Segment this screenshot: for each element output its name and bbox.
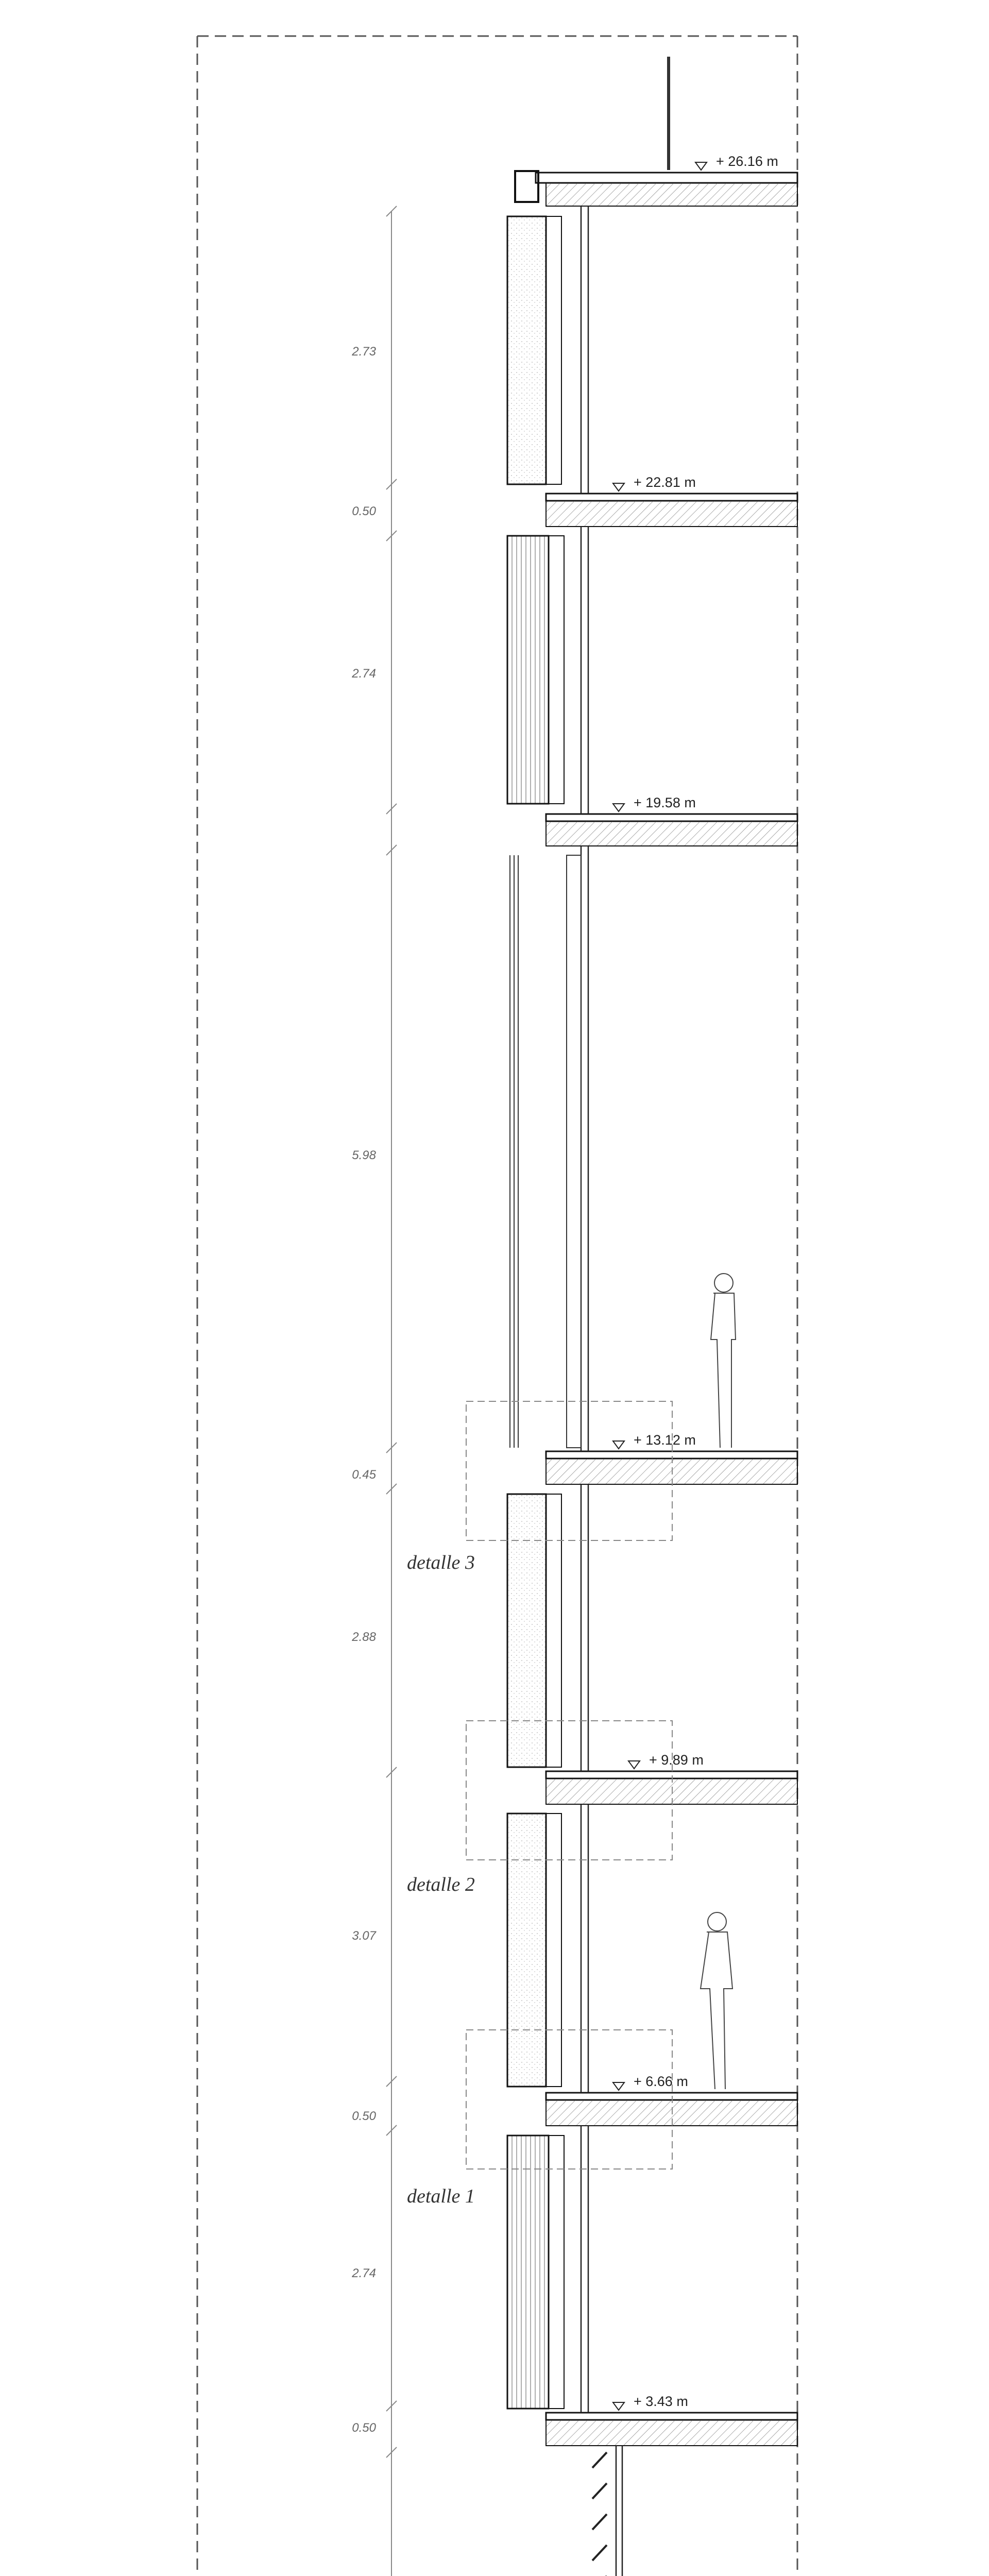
drawing-frame [197, 36, 797, 2576]
dimension-label: 2.88 [352, 1630, 376, 1644]
facade-panel-ribbed [507, 2136, 564, 2409]
dimension-label: 2.74 [352, 667, 376, 681]
level-label: + 22.81 m [634, 474, 696, 490]
human-figure [711, 1274, 736, 1448]
dimension-label: 0.50 [352, 504, 376, 518]
level-label: + 26.16 m [716, 154, 778, 169]
human-figure [701, 1912, 732, 2089]
floor-slab [515, 171, 797, 206]
level-label: + 6.66 m [634, 2074, 688, 2089]
level-label: + 3.43 m [634, 2394, 688, 2409]
detail-label: detalle 2 [407, 1874, 475, 1895]
level-label: + 9.89 m [649, 1752, 704, 1768]
floor-slab [546, 2413, 797, 2446]
facade-panel-ribbed [507, 536, 564, 804]
dimension-label: 0.45 [352, 1468, 376, 1482]
dimension-label: 0.50 [352, 2109, 376, 2123]
detail-label: detalle 3 [407, 1552, 475, 1573]
floor-slab [546, 814, 797, 846]
level-label: + 13.12 m [634, 1432, 696, 1448]
dimension-label: 2.74 [352, 2266, 376, 2280]
facade-glazing [510, 855, 581, 1448]
facade-panel-solid [507, 1494, 561, 1767]
level-label: + 19.58 m [634, 795, 696, 810]
dimension-label: 5.98 [352, 1148, 376, 1162]
interior-mullion [581, 206, 622, 2576]
dimension-label: 2.73 [352, 345, 376, 359]
dimension-label: 0.50 [352, 2421, 376, 2435]
dimension-label: 3.07 [352, 1929, 376, 1943]
floor-slab [546, 494, 797, 527]
louvres [592, 2452, 607, 2576]
detail-label: detalle 1 [407, 2185, 475, 2207]
facade-panel-solid [507, 1814, 561, 2087]
facade-panel-solid [507, 216, 561, 484]
